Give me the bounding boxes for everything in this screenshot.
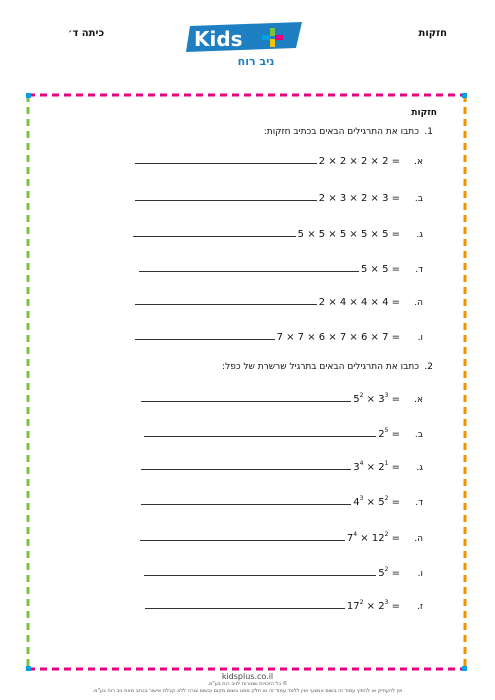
item-letter: ג. (416, 230, 423, 240)
item-letter: ו. (417, 333, 423, 343)
item-expression: $7^4 \times 12^2$ = (346, 531, 400, 544)
answer-line[interactable] (133, 236, 296, 237)
item-letter: ז. (417, 602, 423, 612)
item-expression: 2 × 3 × 2 × 3 = (318, 193, 400, 204)
q2-item-f (144, 565, 423, 579)
q2-item-a (141, 391, 423, 405)
question-2-text: כתבו את התרגילים הבאים בתרגיל שרשרת של כפל: (222, 362, 419, 372)
item-expression: $5^2$ = (378, 566, 400, 579)
item-expression: 5 × 5 × 5 × 5 × 5 = (297, 229, 400, 240)
header-grade: כיתה ד׳ (68, 28, 105, 39)
q1-item-e (135, 294, 423, 308)
answer-line[interactable] (145, 608, 345, 609)
item-letter: ג. (416, 463, 423, 473)
item-expression: $2^5$ = (378, 427, 400, 440)
q1-item-f (135, 329, 423, 343)
footer-website: kidsplus.co.il (221, 672, 274, 681)
answer-line[interactable] (135, 200, 317, 201)
q2-item-c (141, 459, 423, 473)
answer-line[interactable] (135, 304, 317, 305)
item-expression: 2 × 2 × 2 × 2 = (318, 156, 400, 167)
logo-subtitle: ניב רוח (237, 55, 275, 68)
q1-item-c (133, 226, 423, 240)
answer-line[interactable] (141, 469, 351, 470)
dashed-border (26, 93, 467, 671)
q1-item-b (135, 190, 423, 204)
logo-text: Kids (194, 27, 243, 51)
answer-line[interactable] (140, 540, 345, 541)
item-letter: א. (414, 395, 423, 405)
item-expression: $4^3 \times 5^2$ = (353, 495, 400, 508)
item-letter: ה. (414, 534, 423, 544)
header-title: חזקות (418, 28, 447, 39)
item-letter: ו. (417, 569, 423, 579)
answer-line[interactable] (141, 504, 351, 505)
item-expression: 5 × 5 = (360, 264, 400, 275)
answer-line[interactable] (141, 401, 351, 402)
item-letter: א. (414, 157, 423, 167)
answer-line[interactable] (139, 271, 359, 272)
q2-item-d (141, 494, 423, 508)
answer-line[interactable] (135, 163, 317, 164)
item-letter: ב. (414, 430, 423, 440)
q2-item-g (145, 598, 423, 612)
item-expression: $17^2 \times 2^3$ = (346, 599, 400, 612)
question-1-text: כתבו את התרגילים הבאים בכתיב חזקות: (263, 127, 419, 137)
q1-item-a (135, 153, 423, 167)
q1-item-d (139, 261, 423, 275)
section-title: חזקות (411, 108, 437, 118)
item-expression: $3^4 \times 2^1$ = (353, 460, 400, 473)
item-letter: ה. (414, 298, 423, 308)
item-letter: ב. (414, 194, 423, 204)
answer-line[interactable] (144, 436, 376, 437)
question-2-number: .2 (424, 362, 433, 372)
item-expression: 7 × 7 × 6 × 7 × 6 × 7 = (276, 332, 400, 343)
q2-item-e (140, 530, 423, 544)
answer-line[interactable] (135, 339, 275, 340)
item-expression: $5^2 \times 3^3$ = (353, 392, 400, 405)
question-1-number: .1 (424, 127, 433, 137)
item-expression: 2 × 4 × 4 × 4 = (318, 297, 400, 308)
item-letter: ד. (415, 265, 423, 275)
footer-copyright: © כל הזכויות שמורות לניב רוח בע"מ. (207, 681, 288, 687)
item-letter: ד. (415, 498, 423, 508)
kids-logo (184, 22, 308, 68)
q2-item-b (144, 426, 423, 440)
answer-line[interactable] (144, 575, 376, 576)
footer-legal-notice: אין להעתיק או להפיץ עמוד זה בשום אמצעי ואין ללמד עמוד זה או חלק ממנו בשום מקום ובשום צורה ללא קבלת אישור בכתב מאת ניב רוח בע"מ. (92, 688, 403, 694)
